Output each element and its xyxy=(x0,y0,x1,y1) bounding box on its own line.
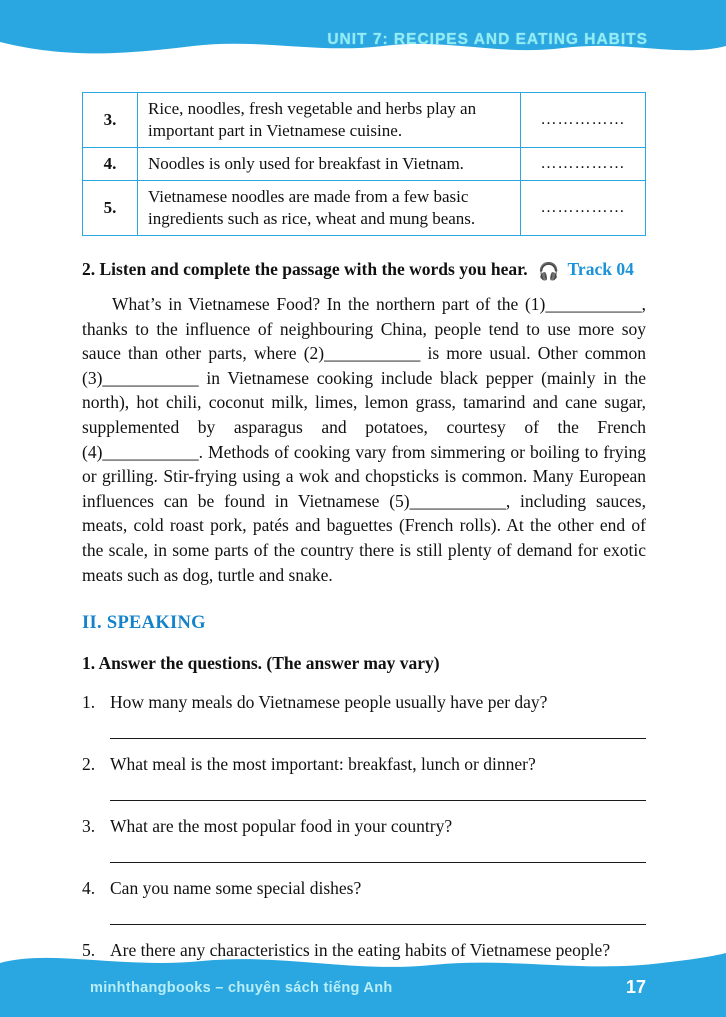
unit-title: UNIT 7: RECIPES AND EATING HABITS xyxy=(327,31,648,48)
question-text: Are there any characteristics in the eating habits of Vietnamese people? xyxy=(110,940,611,961)
page-number: 17 xyxy=(625,977,646,997)
page-content xyxy=(82,92,646,1000)
question-item xyxy=(82,752,646,801)
bottom-wave-shape xyxy=(0,929,726,1017)
listening-passage: What’s in Vietnamese Food? In the northern part of the (1)___________, thanks to the influence of neighbouring China, people tend to use more soy sauce than other parts, where (2)___________ is more usual. Other common (3)___________ in Vietnamese cooking include black pepper (mainly in the north), hot chili, coconut milk, limes, lemon grass, tamarind and cane sugar, supplemented by asparagus and potatoes, courtesy of the French (4)___________. Methods of cooking vary from simmering or boiling to frying or grilling. Stir-frying using a wok and chopsticks is common. Many European influences can be found in Vietnamese (5)___________, including sauces, meats, cold roast pork, patés and baguettes (French rolls). At the other end of the scale, in some parts of the country there is still plenty of demand for exotic meats such as dog, turtle and snake. xyxy=(82,294,646,585)
question-item xyxy=(82,876,646,925)
answer-blank-line xyxy=(110,714,646,739)
row-number: 4. xyxy=(83,148,138,181)
track-label: Track 04 xyxy=(567,259,634,279)
speaking-subheading: 1. Answer the questions. (The answer may vary) xyxy=(82,653,440,674)
table-row xyxy=(83,93,646,148)
question-text: What meal is the most important: breakfast, lunch or dinner? xyxy=(110,754,536,775)
question-item xyxy=(82,814,646,863)
question-item xyxy=(82,690,646,739)
answer-blank-line xyxy=(110,838,646,863)
answer-cell: …………… xyxy=(521,148,646,181)
question-number: 2. xyxy=(82,754,96,775)
statements-table xyxy=(82,92,646,236)
row-number: 3. xyxy=(83,93,138,148)
statement-text: Noodles is only used for breakfast in Vietnam. xyxy=(138,148,521,181)
answer-cell: …………… xyxy=(521,93,646,148)
table-row xyxy=(83,148,646,181)
answer-blank-line xyxy=(110,900,646,925)
question-text: What are the most popular food in your country? xyxy=(110,816,453,837)
question-number: 4. xyxy=(82,878,96,899)
answer-cell: …………… xyxy=(521,181,646,236)
listening-instruction xyxy=(82,257,646,284)
footer-brand: minhthangbooks – chuyên sách tiếng Anh xyxy=(90,980,393,996)
speaking-heading: II. SPEAKING xyxy=(82,613,206,634)
table-row xyxy=(83,181,646,236)
instruction-text: 2. Listen and complete the passage with the words you hear. xyxy=(82,259,528,279)
header-band xyxy=(0,0,726,80)
headphones-icon: 🎧 xyxy=(538,262,560,282)
question-number: 3. xyxy=(82,816,96,837)
row-number: 5. xyxy=(83,181,138,236)
question-text: How many meals do Vietnamese people usually have per day? xyxy=(110,692,548,713)
footer-band xyxy=(0,929,726,1017)
answer-blank-line xyxy=(110,776,646,801)
statement-text: Rice, noodles, fresh vegetable and herbs play an important part in Vietnamese cuisine. xyxy=(138,93,521,148)
question-text: Can you name some special dishes? xyxy=(110,878,362,899)
statement-text: Vietnamese noodles are made from a few basic ingredients such as rice, wheat and mung beans. xyxy=(138,181,521,236)
question-number: 1. xyxy=(82,692,96,713)
question-number: 5. xyxy=(82,940,96,961)
